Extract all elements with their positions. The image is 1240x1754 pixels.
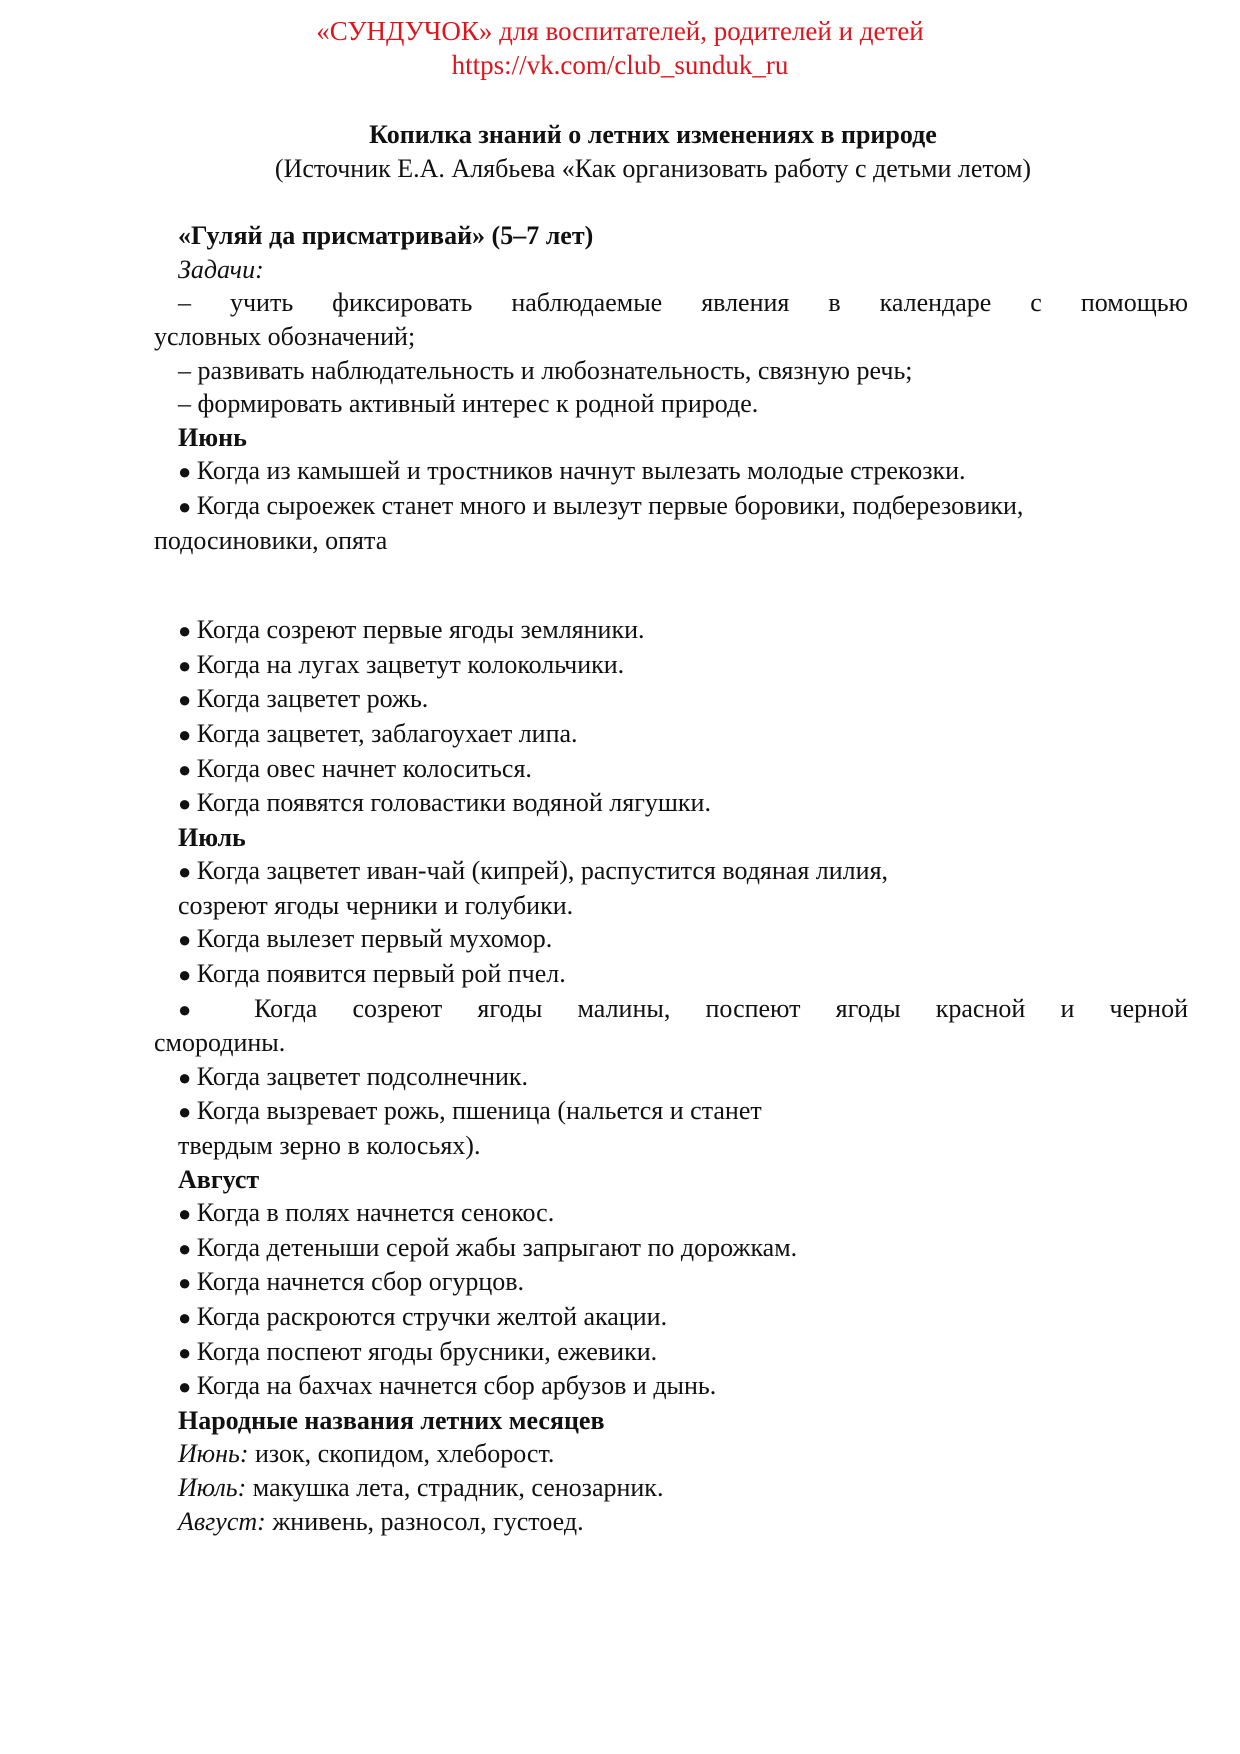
document-body [154,118,1188,1538]
july-item: ● Когда созреют ягоды малины, поспеют ягоды красной и черной [178,992,1188,1027]
july-item: ● Когда вылезет первый мухомор. [178,922,1158,957]
game-title: «Гуляй да присматривай» (5–7 лет) [178,221,594,251]
folk-name-july [178,1471,1158,1505]
july-heading: Июль [178,822,246,852]
july-item: смородины. [154,1028,286,1058]
spacer [178,185,1158,219]
task-item: условных обозначений; [154,321,416,351]
june-item: ● Когда сыроежек станет много и вылезут первые боровики, подберезовики, [178,489,1158,524]
folk-name-july-label: Июль: [178,1472,247,1502]
august-heading: Август [178,1164,260,1194]
spacer [178,557,1158,613]
june-item: ● Когда зацветет рожь. [178,682,1158,717]
header-title: «СУНДУЧОК» для воспитателей, родителей и детей [316,16,924,46]
folk-name-june-text: изок, скопидом, хлеборост. [248,1439,555,1469]
folk-name-august-text: жнивень, разносол, густоед. [265,1506,584,1536]
july-item: ● Когда появится первый рой пчел. [178,957,1158,992]
july-item: ● Когда вызревает рожь, пшеница (нальется и станет [178,1094,1158,1129]
july-item: ● Когда зацветет иван-чай (кипрей), распустится водяная лилия, [178,854,1158,889]
tasks-label: Задачи: [178,254,264,284]
july-item: созреют ягоды черники и голубики. [178,890,574,920]
june-item: ● Когда появятся головастики водяной лягушки. [178,786,1158,821]
task-item: – развивать наблюдательность и любознательность, связную речь; [178,355,913,385]
site-header [0,14,1240,82]
august-item: ● Когда детеныши серой жабы запрыгают по дорожкам. [178,1231,1158,1266]
august-item: ● Когда в полях начнется сенокос. [178,1196,1158,1231]
june-item: ● Когда овес начнет колоситься. [178,752,1158,787]
august-item: ● Когда начнется сбор огурцов. [178,1265,1158,1300]
june-item: ● Когда на лугах зацветут колокольчики. [178,648,1158,683]
july-item: ● Когда зацветет подсолнечник. [178,1060,1158,1095]
folk-name-august-label: Август: [178,1506,266,1536]
folk-name-august [178,1505,1158,1539]
july-item: твердым зерно в колосьях). [178,1131,481,1161]
document-title: Копилка знаний о летних изменениях в природе [369,120,937,149]
header-link[interactable]: https://vk.com/club_sunduk_ru [451,50,789,80]
folk-names-heading: Народные названия летних месяцев [178,1405,605,1435]
document-source: (Источник Е.А. Алябьева «Как организовать работу с детьми летом) [274,153,1032,183]
task-item: – учить фиксировать наблюдаемые явления в календаре с помощью [178,288,1188,318]
august-item: ● Когда поспеют ягоды брусники, ежевики. [178,1335,1158,1370]
june-item: ● Когда зацветет, заблагоухает липа. [178,717,1158,752]
folk-name-july-text: макушка лета, страдник, сенозарник. [246,1472,664,1502]
task-item: – формировать активный интерес к родной природе. [178,389,759,419]
folk-name-june [178,1437,1158,1471]
folk-name-june-label: Июнь: [178,1439,249,1469]
june-item: ● Когда из камышей и тростников начнут вылезать молодые стрекозки. [178,454,1158,489]
august-item: ● Когда на бахчах начнется сбор арбузов и дынь. [178,1369,1158,1404]
august-item: ● Когда раскроются стручки желтой акации. [178,1300,1158,1335]
june-item: подосиновики, опята [154,525,388,555]
june-heading: Июнь [178,422,247,452]
june-item: ● Когда созреют первые ягоды земляники. [178,613,1158,648]
